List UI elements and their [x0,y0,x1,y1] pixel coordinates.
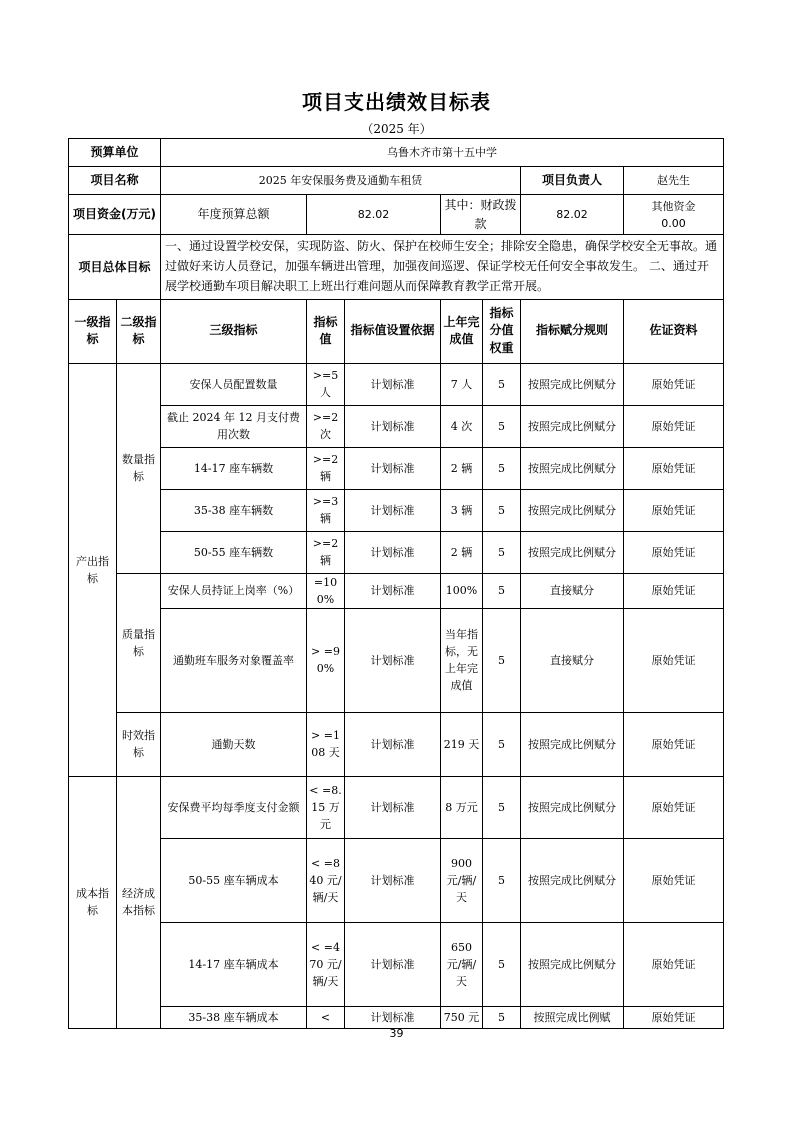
table-row-weight: 5 [483,363,521,405]
table-row-value: > =108 天 [307,712,345,776]
table-row-value: >=2 辆 [307,531,345,573]
table-row-evidence: 原始凭证 [624,363,724,405]
table-row-value: >=2 次 [307,405,345,447]
table-row-basis: 计划标准 [345,712,441,776]
table-row-name: 通勤天数 [161,712,307,776]
table-row-rule: 按照完成比例赋分 [521,838,624,922]
table-row-rule: 按照完成比例赋分 [521,922,624,1006]
table-row-evidence: 原始凭证 [624,531,724,573]
table-row-rule: 按照完成比例赋分 [521,489,624,531]
table-row-basis: 计划标准 [345,776,441,838]
table-row-last: 100% [441,573,483,608]
performance-goals-table [68,138,724,1029]
table-row-value: < [307,1006,345,1028]
table-row-basis: 计划标准 [345,363,441,405]
table-row-rule: 直接赋分 [521,573,624,608]
other-funds-amount: 0.00 [661,216,686,230]
table-row-value: < =470 元/辆/天 [307,922,345,1006]
table-row-basis: 计划标准 [345,922,441,1006]
header-weight: 指标分值权重 [483,299,521,363]
header-last-year: 上年完成值 [441,299,483,363]
table-row-weight: 5 [483,922,521,1006]
project-leader-label: 项目负责人 [521,167,624,195]
table-row-basis: 计划标准 [345,405,441,447]
table-row-basis: 计划标准 [345,573,441,608]
table-row-last: 2 辆 [441,531,483,573]
page-number: 39 [389,1027,404,1040]
table-row-name: 14-17 座车辆成本 [161,922,307,1006]
table-row-weight: 5 [483,712,521,776]
table-row-name: 安保人员持证上岗率（%） [161,573,307,608]
table-row-last: 2 辆 [441,447,483,489]
document-title: 项目支出绩效目标表 [302,90,491,114]
table-row-evidence: 原始凭证 [624,922,724,1006]
table-row-basis: 计划标准 [345,838,441,922]
table-row-evidence: 原始凭证 [624,573,724,608]
table-row-rule: 按照完成比例赋分 [521,712,624,776]
table-row-last: 900 元/辆/天 [441,838,483,922]
table-row-weight: 5 [483,1006,521,1028]
table-row-rule: 按照完成比例赋 [521,1006,624,1028]
table-row-weight: 5 [483,776,521,838]
overall-goal-label: 项目总体目标 [69,235,161,299]
table-row-last: 4 次 [441,405,483,447]
budget-unit-label: 预算单位 [69,139,161,167]
table-row-weight: 5 [483,531,521,573]
table-row-evidence: 原始凭证 [624,776,724,838]
table-row-evidence: 原始凭证 [624,405,724,447]
table-row-name: 50-55 座车辆成本 [161,838,307,922]
table-row-evidence: 原始凭证 [624,1006,724,1028]
table-row-basis: 计划标准 [345,489,441,531]
table-row-rule: 按照完成比例赋分 [521,531,624,573]
table-row-rule: 直接赋分 [521,608,624,712]
table-row-last: 650 元/辆/天 [441,922,483,1006]
table-row-name: 35-38 座车辆数 [161,489,307,531]
table-row-basis: 计划标准 [345,447,441,489]
table-row-value: >=5 人 [307,363,345,405]
header-basis: 指标值设置依据 [345,299,441,363]
project-leader-value: 赵先生 [624,167,724,195]
table-row-weight: 5 [483,489,521,531]
other-funds-value [624,195,724,235]
funds-label: 项目资金(万元) [69,195,161,235]
level2-quantity: 数量指标 [117,363,161,573]
table-row-value: >=2 辆 [307,447,345,489]
header-evidence: 佐证资料 [624,299,724,363]
table-row-name: 安保人员配置数量 [161,363,307,405]
budget-unit-value: 乌鲁木齐市第十五中学 [161,139,724,167]
table-row-weight: 5 [483,838,521,922]
level1-cost: 成本指标 [69,776,117,1028]
table-row-weight: 5 [483,573,521,608]
table-row-last: 3 辆 [441,489,483,531]
table-row-weight: 5 [483,608,521,712]
document-year: （2025 年） [361,122,432,136]
table-row-basis: 计划标准 [345,1006,441,1028]
table-row-name: 安保费平均每季度支付金额 [161,776,307,838]
overall-goal-text: 一、通过设置学校安保，实现防盗、防火、保护在校师生安全；排除安全隐患，确保学校安全无事故。通过做好来访人员登记，加强车辆进出管理，加强夜间巡逻、保证学校无任何安全事故发生。 二、通过开展学校通勤车项目解决职工上班出行难问题从而保障教育教学正常开展。 [161,235,724,299]
table-row-name: 50-55 座车辆数 [161,531,307,573]
table-row-name: 通勤班车服务对象覆盖率 [161,608,307,712]
level1-output: 产出指标 [69,363,117,776]
table-row-value: < =840 元/辆/天 [307,838,345,922]
table-row-basis: 计划标准 [345,531,441,573]
table-row-last: 8 万元 [441,776,483,838]
level2-economic-cost: 经济成本指标 [117,776,161,1028]
table-row-last: 7 人 [441,363,483,405]
table-row-last: 当年指标，无上年完成值 [441,608,483,712]
table-row-weight: 5 [483,405,521,447]
table-row-evidence: 原始凭证 [624,489,724,531]
table-row-rule: 按照完成比例赋分 [521,363,624,405]
table-row-evidence: 原始凭证 [624,838,724,922]
project-name-value: 2025 年安保服务费及通勤车租赁 [161,167,521,195]
table-row-last: 750 元 [441,1006,483,1028]
table-row-rule: 按照完成比例赋分 [521,447,624,489]
table-row-last: 219 天 [441,712,483,776]
header-level2: 二级指标 [117,299,161,363]
fiscal-label: 其中：财政拨款 [441,195,521,235]
table-row-evidence: 原始凭证 [624,608,724,712]
other-funds-label: 其他资金 [651,199,696,213]
table-row-basis: 计划标准 [345,608,441,712]
table-row-rule: 按照完成比例赋分 [521,405,624,447]
table-row-value: > =90% [307,608,345,712]
project-name-label: 项目名称 [69,167,161,195]
annual-total-value: 82.02 [307,195,441,235]
header-level3: 三级指标 [161,299,307,363]
fiscal-value: 82.02 [521,195,624,235]
table-row-rule: 按照完成比例赋分 [521,776,624,838]
header-rule: 指标赋分规则 [521,299,624,363]
table-row-name: 截止 2024 年 12 月支付费用次数 [161,405,307,447]
header-level1: 一级指标 [69,299,117,363]
table-row-value: < =8.15 万元 [307,776,345,838]
table-row-name: 14-17 座车辆数 [161,447,307,489]
table-row-value: =100% [307,573,345,608]
table-row-value: >=3 辆 [307,489,345,531]
table-row-evidence: 原始凭证 [624,712,724,776]
annual-total-label: 年度预算总额 [161,195,307,235]
header-value: 指标值 [307,299,345,363]
table-row-name: 35-38 座车辆成本 [161,1006,307,1028]
table-row-evidence: 原始凭证 [624,447,724,489]
level2-timeliness: 时效指标 [117,712,161,776]
table-row-weight: 5 [483,447,521,489]
level2-quality: 质量指标 [117,573,161,712]
